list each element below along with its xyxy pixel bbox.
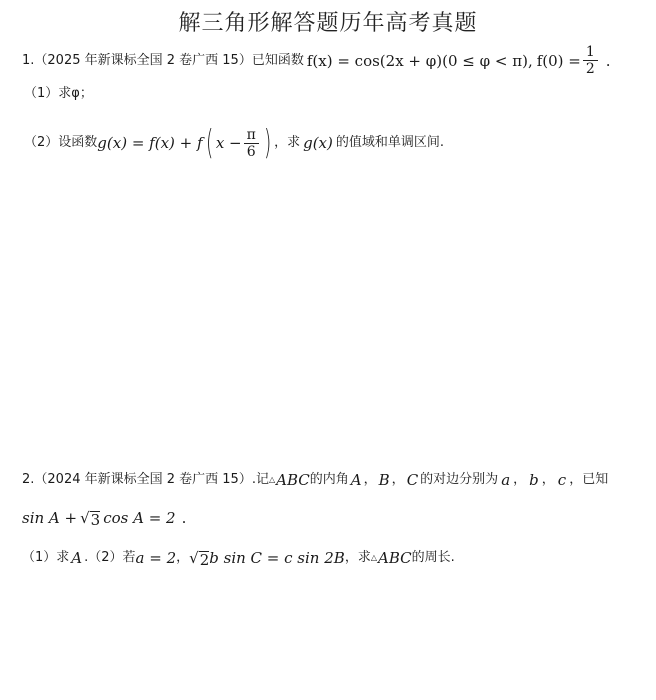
q1-right-paren: )	[263, 123, 272, 163]
q1-number: 1.	[22, 52, 35, 68]
q2-comma: ，	[391, 472, 405, 487]
q2-part1-end: .	[84, 550, 89, 565]
q1-part1-text: 求φ；	[58, 86, 93, 101]
q1-part2-text: 设函数	[58, 135, 98, 150]
q2-side-c: c	[557, 471, 567, 489]
q1-pi-fraction	[244, 127, 259, 160]
radical-icon: √	[80, 509, 90, 527]
q1-left-paren: (	[205, 123, 213, 163]
q2-intro: .记	[251, 472, 269, 487]
q2-angle-c: C	[406, 471, 419, 489]
q2-triangle2: ABC	[377, 549, 412, 567]
q2-part2: （2）若	[88, 550, 136, 565]
q2-source: （2024 年新课标全国 2 卷广西 15）	[34, 472, 252, 487]
q2-cond1: a = 2	[135, 549, 177, 567]
q1-part2-end: 的值域和单调区间.	[335, 135, 444, 150]
q2-eq-left: sin A +	[22, 509, 78, 527]
q2-part2-tail: ，求	[344, 550, 371, 565]
sqrt2-value: 2	[199, 551, 210, 569]
q1-part1-label: （1）	[24, 86, 59, 101]
q2-stem	[22, 470, 608, 490]
q1-part2-label: （2）	[24, 135, 59, 150]
q2-number: 2.	[22, 472, 35, 487]
q2-angle-a: A	[350, 471, 362, 489]
q1-stem	[22, 44, 611, 77]
q1-pi-denominator: 6	[246, 143, 256, 160]
q1-part1	[24, 84, 93, 104]
q1-g-ref: g(x)	[303, 134, 333, 152]
q2-sep: ，	[176, 550, 190, 565]
q2-part1-var: A	[71, 549, 83, 567]
q1-g-expr: g(x) = f(x) + f	[97, 134, 203, 152]
q2-part1: （1）求	[22, 550, 70, 565]
q2-side-a: a	[501, 471, 511, 489]
q1-intro: 已知函数	[251, 52, 304, 68]
q1-source: （2025 年新课标全国 2 卷广西 15）	[34, 52, 252, 68]
q2-cond2: b sin C = c sin 2B	[209, 549, 345, 567]
q1-f-expr: f(x) = cos(2x + φ)(0 ≤ φ < π),	[306, 51, 533, 70]
sqrt3-value: 3	[90, 511, 101, 529]
q2-eq-right: cos A = 2	[103, 509, 176, 527]
q2-side-b: b	[529, 471, 539, 489]
q2-comma: ，	[363, 472, 377, 487]
q2-eq-end: .	[181, 509, 187, 527]
q1-part2	[24, 123, 444, 163]
q2-triangle: ABC	[276, 471, 310, 489]
q1-f0-denominator: 2	[585, 61, 595, 77]
page-title: 解三角形解答题历年高考真题	[178, 11, 478, 36]
sqrt2	[189, 548, 209, 568]
triangle-icon: △	[268, 475, 276, 484]
q1-f0-fraction	[583, 44, 598, 77]
radical-icon: √	[189, 549, 199, 567]
sqrt3	[80, 508, 100, 528]
q2-parts	[22, 548, 455, 568]
q1-f0-numerator: 1	[583, 44, 598, 61]
q1-g-inner: x −	[215, 134, 242, 152]
triangle-icon: △	[370, 553, 377, 562]
q2-comma: ，	[541, 472, 555, 487]
q2-text2: 的对边分别为	[420, 472, 499, 487]
q2-comma: ，	[513, 472, 527, 487]
q2-text1: 的内角	[309, 472, 349, 487]
q2-equation	[22, 508, 186, 528]
q2-angle-b: B	[378, 471, 390, 489]
q1-pi-numerator: π	[244, 127, 259, 144]
q1-f0-expr: f(0) =	[536, 51, 581, 70]
q2-text3: ，已知	[569, 472, 609, 487]
q1-period: .	[605, 51, 611, 70]
q2-part2-end: 的周长.	[411, 550, 455, 565]
q1-part2-tail: ，求	[274, 135, 301, 150]
